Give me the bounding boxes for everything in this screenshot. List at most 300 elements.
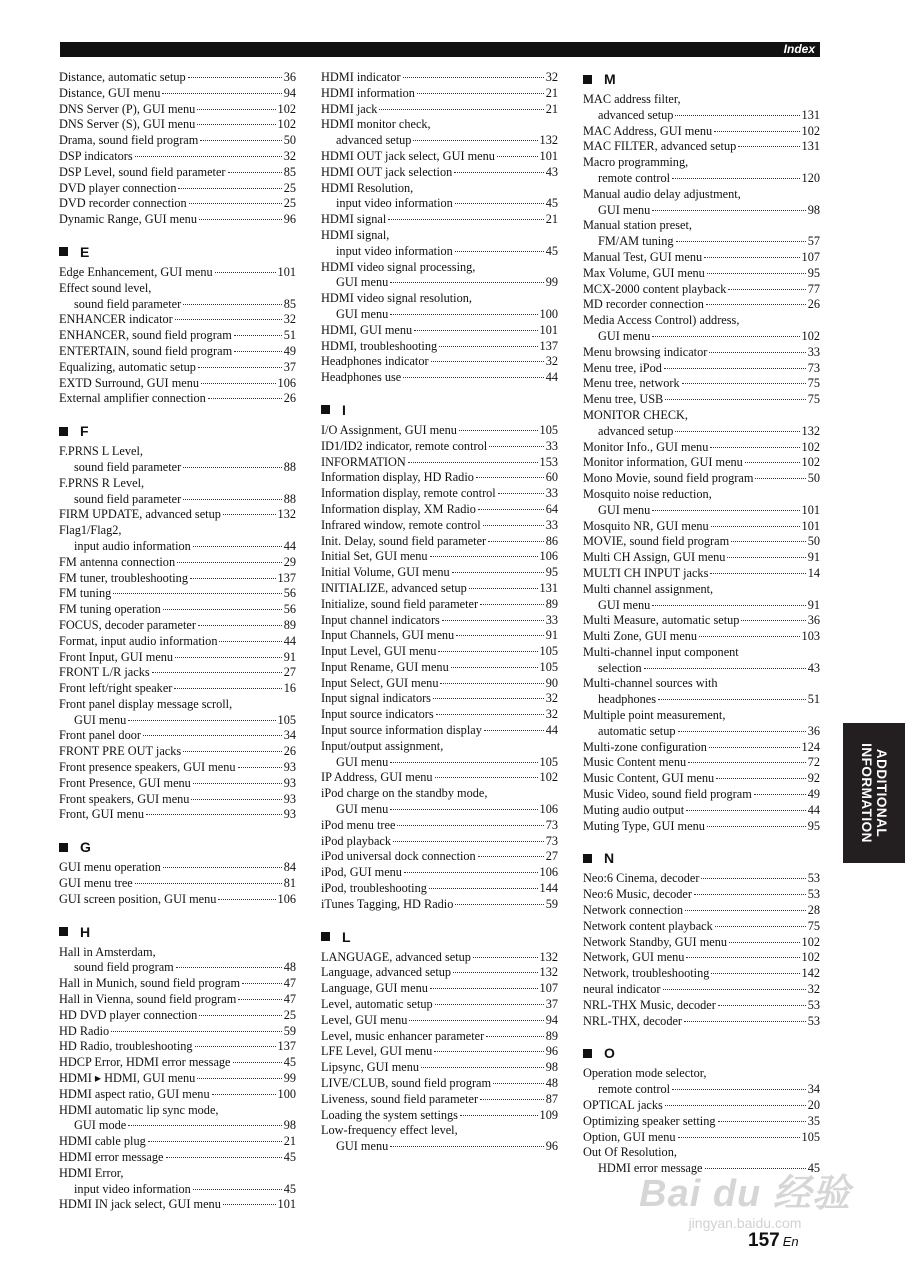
dot-leader: [455, 904, 543, 905]
entry-page: 87: [545, 1091, 558, 1106]
entry-line: [583, 250, 820, 266]
entry-line: [583, 740, 820, 756]
index-entry: [59, 650, 296, 666]
entry-line: [583, 982, 820, 998]
dot-leader: [409, 1020, 543, 1021]
index-entry: [583, 966, 820, 982]
entry-term: remote control: [598, 1082, 671, 1097]
watermark-url: jingyan.baidu.com: [688, 1215, 802, 1231]
entry-line: [583, 871, 820, 887]
entry-term: Multi Measure, automatic setup: [583, 613, 740, 628]
entry-term: Multi CH Assign, GUI menu: [583, 550, 726, 565]
entry-page: 107: [801, 249, 820, 264]
entry-term: Neo:6 Music, decoder: [583, 887, 692, 902]
dot-leader: [710, 447, 799, 448]
dot-leader: [435, 1004, 544, 1005]
entry-page: 45: [545, 243, 558, 258]
dot-leader: [678, 731, 806, 732]
index-entry: [59, 876, 296, 892]
entry-line: [321, 455, 558, 471]
entry-term: HDMI jack: [321, 101, 378, 116]
entry-term: Format, input audio information: [59, 633, 218, 648]
entry-line: [321, 339, 558, 355]
entry-term: Menu browsing indicator: [583, 344, 708, 359]
entry-term: MAC FILTER, advanced setup: [583, 139, 737, 154]
entry-term: MONITOR CHECK,: [583, 407, 688, 422]
entry-line: [583, 935, 820, 951]
entry-term: Menu tree, network: [583, 376, 680, 391]
entry-line: [321, 534, 558, 550]
section-letter: E: [80, 243, 90, 260]
index-entry: [59, 376, 296, 392]
entry-line: [59, 760, 296, 776]
entry-page: 51: [283, 328, 296, 343]
entry-term: Network Standby, GUI menu: [583, 934, 728, 949]
entry-term: Level, music enhancer parameter: [321, 1028, 485, 1043]
dot-leader: [388, 219, 543, 220]
entry-page: 25: [283, 1007, 296, 1022]
entry-term: Multi-zone configuration: [583, 739, 707, 754]
entry-line: [59, 539, 296, 555]
entry-term: FM tuning: [59, 586, 112, 601]
entry-line: [59, 1150, 296, 1166]
index-entry: [583, 935, 820, 951]
entry-page: 27: [283, 665, 296, 680]
entry-term: Front Input, GUI menu: [59, 649, 174, 664]
entry-term: Front speakers, GUI menu: [59, 791, 190, 806]
entry-line: [59, 1103, 296, 1119]
entry-line: [583, 661, 820, 677]
index-entry: [59, 1134, 296, 1150]
entry-term: ENTERTAIN, sound field program: [59, 343, 233, 358]
entry-line: [583, 487, 820, 503]
entry-page: 59: [545, 896, 558, 911]
entry-term: Network content playback: [583, 918, 713, 933]
entry-term: Headphones indicator: [321, 354, 429, 369]
entry-term: HDMI cable plug: [59, 1134, 146, 1149]
dot-leader: [478, 856, 544, 857]
entry-page: 56: [283, 602, 296, 617]
dot-leader: [478, 509, 544, 510]
entry-line: [583, 755, 820, 771]
dot-leader: [228, 172, 282, 173]
entry-line: [59, 728, 296, 744]
dot-leader: [710, 573, 805, 574]
dot-leader: [711, 526, 800, 527]
dot-leader: [390, 1146, 543, 1147]
entry-term: iPod, troubleshooting: [321, 881, 427, 896]
index-entry: [59, 602, 296, 618]
entry-term: sound field parameter: [74, 296, 182, 311]
entry-term: Lipsync, GUI menu: [321, 1060, 420, 1075]
entry-term: iPod charge on the standby mode,: [321, 786, 488, 801]
index-entry: [321, 423, 558, 439]
square-bullet-icon: [59, 247, 68, 256]
entry-line: [321, 881, 558, 897]
entry-line: [59, 713, 296, 729]
dot-leader: [390, 282, 543, 283]
entry-term: Information display, XM Radio: [321, 501, 476, 516]
dot-leader: [728, 289, 805, 290]
entry-line: [59, 507, 296, 523]
entry-page: 103: [801, 629, 820, 644]
index-entry: [583, 676, 820, 708]
entry-line: [59, 165, 296, 181]
entry-term: HDMI signal: [321, 212, 387, 227]
index-entry: [321, 1123, 558, 1155]
index-entry: [583, 313, 820, 345]
entry-page: 105: [277, 712, 296, 727]
entry-line: [321, 834, 558, 850]
entry-page: 132: [539, 965, 558, 980]
section-letter: I: [342, 401, 346, 418]
index-entry: [321, 818, 558, 834]
entry-page: 45: [807, 1161, 820, 1176]
entry-page: 102: [801, 328, 820, 343]
entry-line: [583, 345, 820, 361]
entry-term: ENHANCER, sound field program: [59, 328, 232, 343]
entry-term: Input Level, GUI menu: [321, 644, 437, 659]
index-entry: [59, 892, 296, 908]
entry-page: 50: [283, 133, 296, 148]
entry-line: [321, 244, 558, 260]
square-bullet-icon: [583, 75, 592, 84]
dot-leader: [714, 131, 799, 132]
entry-page: 91: [545, 628, 558, 643]
entry-line: [583, 1145, 820, 1161]
dot-leader: [435, 777, 538, 778]
entry-line: [321, 1139, 558, 1155]
entry-line: [321, 1123, 558, 1139]
dot-leader: [183, 499, 281, 500]
entry-term: HDMI indicator: [321, 70, 401, 84]
entry-page: 137: [539, 338, 558, 353]
index-entry: [321, 981, 558, 997]
entry-page: 102: [277, 101, 296, 116]
index-entry: [59, 149, 296, 165]
entry-page: 45: [545, 196, 558, 211]
entry-term: sound field program: [74, 960, 174, 975]
entry-term: External amplifier connection: [59, 391, 206, 406]
entry-term: Front presence speakers, GUI menu: [59, 760, 236, 775]
entry-term: Music Content menu: [583, 755, 687, 770]
entry-line: [583, 803, 820, 819]
entry-term: FM/AM tuning: [598, 234, 674, 249]
entry-page: 142: [801, 966, 820, 981]
entry-line: [583, 171, 820, 187]
entry-line: [321, 518, 558, 534]
entry-page: 28: [807, 903, 820, 918]
dot-leader: [706, 304, 806, 305]
dot-leader: [684, 1021, 806, 1022]
entry-line: [59, 312, 296, 328]
dot-leader: [197, 124, 275, 125]
index-entry: [59, 1008, 296, 1024]
entry-term: MAC address filter,: [583, 92, 681, 106]
entry-page: 50: [807, 534, 820, 549]
dot-leader: [135, 883, 282, 884]
index-entry: [583, 755, 820, 771]
entry-term: Menu tree, iPod: [583, 360, 662, 375]
dot-leader: [208, 398, 282, 399]
entry-term: GUI menu: [598, 328, 651, 343]
index-entry: [59, 992, 296, 1008]
entry-page: 26: [807, 297, 820, 312]
square-bullet-icon: [59, 927, 68, 936]
entry-term: Infrared window, remote control: [321, 517, 481, 532]
section-heading: [321, 928, 558, 946]
entry-line: [59, 960, 296, 976]
index-entry: [59, 1197, 296, 1213]
dot-leader: [404, 872, 538, 873]
entry-term: Mosquito noise reduction,: [583, 486, 712, 501]
entry-page: 102: [801, 439, 820, 454]
dot-leader: [429, 888, 538, 889]
entry-line: [583, 692, 820, 708]
index-entry: [321, 628, 558, 644]
entry-term: Initial Volume, GUI menu: [321, 565, 450, 580]
index-entry: [321, 1076, 558, 1092]
section-letter: G: [80, 839, 91, 856]
dot-leader: [175, 319, 282, 320]
entry-term: HD Radio, troubleshooting: [59, 1039, 193, 1054]
index-section: [59, 70, 296, 228]
index-section: [321, 70, 558, 386]
entry-line: [321, 70, 558, 86]
dot-leader: [682, 383, 806, 384]
dot-leader: [718, 1005, 806, 1006]
entry-term: Initial Set, GUI menu: [321, 549, 428, 564]
entry-line: [321, 770, 558, 786]
entry-line: [321, 549, 558, 565]
index-entry: [321, 723, 558, 739]
entry-page: 36: [807, 613, 820, 628]
entry-line: [59, 976, 296, 992]
index-entry: [583, 297, 820, 313]
entry-term: LANGUAGE, advanced setup: [321, 949, 471, 964]
index-entry: [59, 618, 296, 634]
dot-leader: [379, 109, 543, 110]
dot-leader: [716, 778, 806, 779]
entry-page: 47: [283, 976, 296, 991]
section-heading: [321, 401, 558, 419]
entry-line: [321, 423, 558, 439]
entry-page: 132: [539, 949, 558, 964]
index-entry: [583, 392, 820, 408]
index-entry: [321, 739, 558, 771]
entry-line: [321, 212, 558, 228]
entry-line: [321, 660, 558, 676]
entry-line: [583, 629, 820, 645]
index-entry: [59, 697, 296, 729]
dot-leader: [729, 942, 800, 943]
entry-term: Level, automatic setup: [321, 997, 433, 1012]
dot-leader: [195, 1046, 276, 1047]
entry-line: [321, 997, 558, 1013]
index-entry: [583, 787, 820, 803]
entry-line: [583, 919, 820, 935]
entry-line: [321, 1076, 558, 1092]
index-entry: [321, 676, 558, 692]
dot-leader: [430, 988, 538, 989]
index-entry: [59, 1166, 296, 1198]
entry-line: [59, 1039, 296, 1055]
dot-leader: [652, 210, 805, 211]
entry-line: [583, 771, 820, 787]
entry-term: HDCP Error, HDMI error message: [59, 1055, 231, 1070]
entry-line: [583, 1066, 820, 1082]
header-bar: [60, 42, 820, 57]
index-section: [321, 928, 558, 1155]
square-bullet-icon: [583, 1049, 592, 1058]
entry-page: 96: [545, 1044, 558, 1059]
index-entry: [321, 644, 558, 660]
index-entry: [583, 250, 820, 266]
dot-leader: [486, 1036, 544, 1037]
index-entry: [583, 998, 820, 1014]
dot-leader: [701, 878, 805, 879]
entry-page: 98: [807, 202, 820, 217]
entry-line: [59, 602, 296, 618]
index-entry: [583, 408, 820, 440]
entry-term: DNS Server (P), GUI menu: [59, 101, 196, 116]
entry-page: 26: [283, 744, 296, 759]
entry-page: 16: [283, 681, 296, 696]
entry-page: 89: [545, 1028, 558, 1043]
entry-term: sound field parameter: [74, 491, 182, 506]
entry-term: Network connection: [583, 903, 684, 918]
entry-term: DSP Level, sound field parameter: [59, 164, 226, 179]
entry-page: 100: [277, 1086, 296, 1101]
dot-leader: [218, 899, 275, 900]
entry-page: 25: [283, 196, 296, 211]
dot-leader: [686, 957, 799, 958]
index-entry: [59, 681, 296, 697]
entry-term: Input/output assignment,: [321, 738, 444, 753]
entry-term: FRONT L/R jacks: [59, 665, 150, 680]
entry-term: Monitor Info., GUI menu: [583, 439, 709, 454]
entry-page: 48: [545, 1076, 558, 1091]
entry-line: [59, 1182, 296, 1198]
dot-leader: [174, 688, 281, 689]
entry-term: GUI menu: [598, 597, 651, 612]
entry-term: Input Channels, GUI menu: [321, 628, 455, 643]
entry-page: 98: [545, 1060, 558, 1075]
entry-line: [583, 998, 820, 1014]
index-section: [59, 243, 296, 407]
entry-term: GUI menu: [336, 1139, 389, 1154]
entry-page: 105: [539, 644, 558, 659]
entry-line: [583, 139, 820, 155]
entry-page: 36: [807, 723, 820, 738]
index-entry: [321, 1044, 558, 1060]
entry-line: [59, 360, 296, 376]
entry-line: [321, 307, 558, 323]
entry-page: 35: [807, 1113, 820, 1128]
index-entry: [583, 487, 820, 519]
entry-line: [321, 86, 558, 102]
entry-page: 132: [801, 423, 820, 438]
dot-leader: [219, 641, 281, 642]
entry-page: 96: [545, 1139, 558, 1154]
entry-line: [321, 739, 558, 755]
entry-line: [583, 313, 820, 329]
entry-line: [321, 439, 558, 455]
entry-term: F.PRNS R Level,: [59, 475, 145, 490]
entry-term: Multi channel assignment,: [583, 581, 714, 596]
entry-line: [321, 1092, 558, 1108]
entry-line: [321, 897, 558, 913]
entry-page: 131: [801, 139, 820, 154]
dot-leader: [498, 493, 544, 494]
index-entry: [321, 518, 558, 534]
index-entry: [59, 1071, 296, 1087]
entry-line: [321, 102, 558, 118]
index-entry: [59, 265, 296, 281]
section-heading: [59, 923, 296, 941]
entry-line: [321, 581, 558, 597]
dot-leader: [685, 910, 806, 911]
dot-leader: [390, 809, 537, 810]
dot-leader: [715, 926, 806, 927]
section-letter: F: [80, 423, 89, 440]
entry-term: Multi-channel input component: [583, 644, 739, 659]
entry-page: 47: [283, 992, 296, 1007]
index-entry: [321, 502, 558, 518]
dot-leader: [178, 188, 281, 189]
index-entry: [321, 865, 558, 881]
entry-term: INFORMATION: [321, 454, 406, 469]
entry-page: 91: [283, 649, 296, 664]
index-entry: [321, 455, 558, 471]
entry-line: [59, 212, 296, 228]
entry-term: Multi Zone, GUI menu: [583, 629, 698, 644]
dot-leader: [163, 867, 282, 868]
index-entry: [583, 218, 820, 250]
entry-page: 89: [545, 596, 558, 611]
entry-page: 85: [283, 164, 296, 179]
entry-line: [583, 455, 820, 471]
dot-leader: [644, 668, 806, 669]
entry-line: [321, 196, 558, 212]
entry-line: [583, 903, 820, 919]
index-entry: [59, 1024, 296, 1040]
entry-page: 85: [283, 296, 296, 311]
dot-leader: [731, 541, 806, 542]
entry-page: 60: [545, 470, 558, 485]
entry-page: 14: [807, 565, 820, 580]
entry-line: [59, 492, 296, 508]
dot-leader: [163, 609, 282, 610]
dot-leader: [413, 140, 537, 141]
entry-line: [59, 344, 296, 360]
dot-leader: [738, 146, 799, 147]
entry-page: 106: [539, 802, 558, 817]
dot-leader: [436, 714, 544, 715]
entry-term: GUI menu: [336, 754, 389, 769]
entry-term: HD Radio: [59, 1023, 110, 1038]
dot-leader: [709, 747, 800, 748]
entry-page: 32: [283, 312, 296, 327]
entry-page: 20: [807, 1098, 820, 1113]
entry-term: automatic setup: [598, 723, 676, 738]
index-entry: [321, 997, 558, 1013]
dot-leader: [431, 361, 544, 362]
entry-term: Edge Enhancement, GUI menu: [59, 264, 213, 279]
entry-term: Dynamic Range, GUI menu: [59, 212, 197, 227]
index-entry: [59, 70, 296, 86]
entry-line: [583, 124, 820, 140]
